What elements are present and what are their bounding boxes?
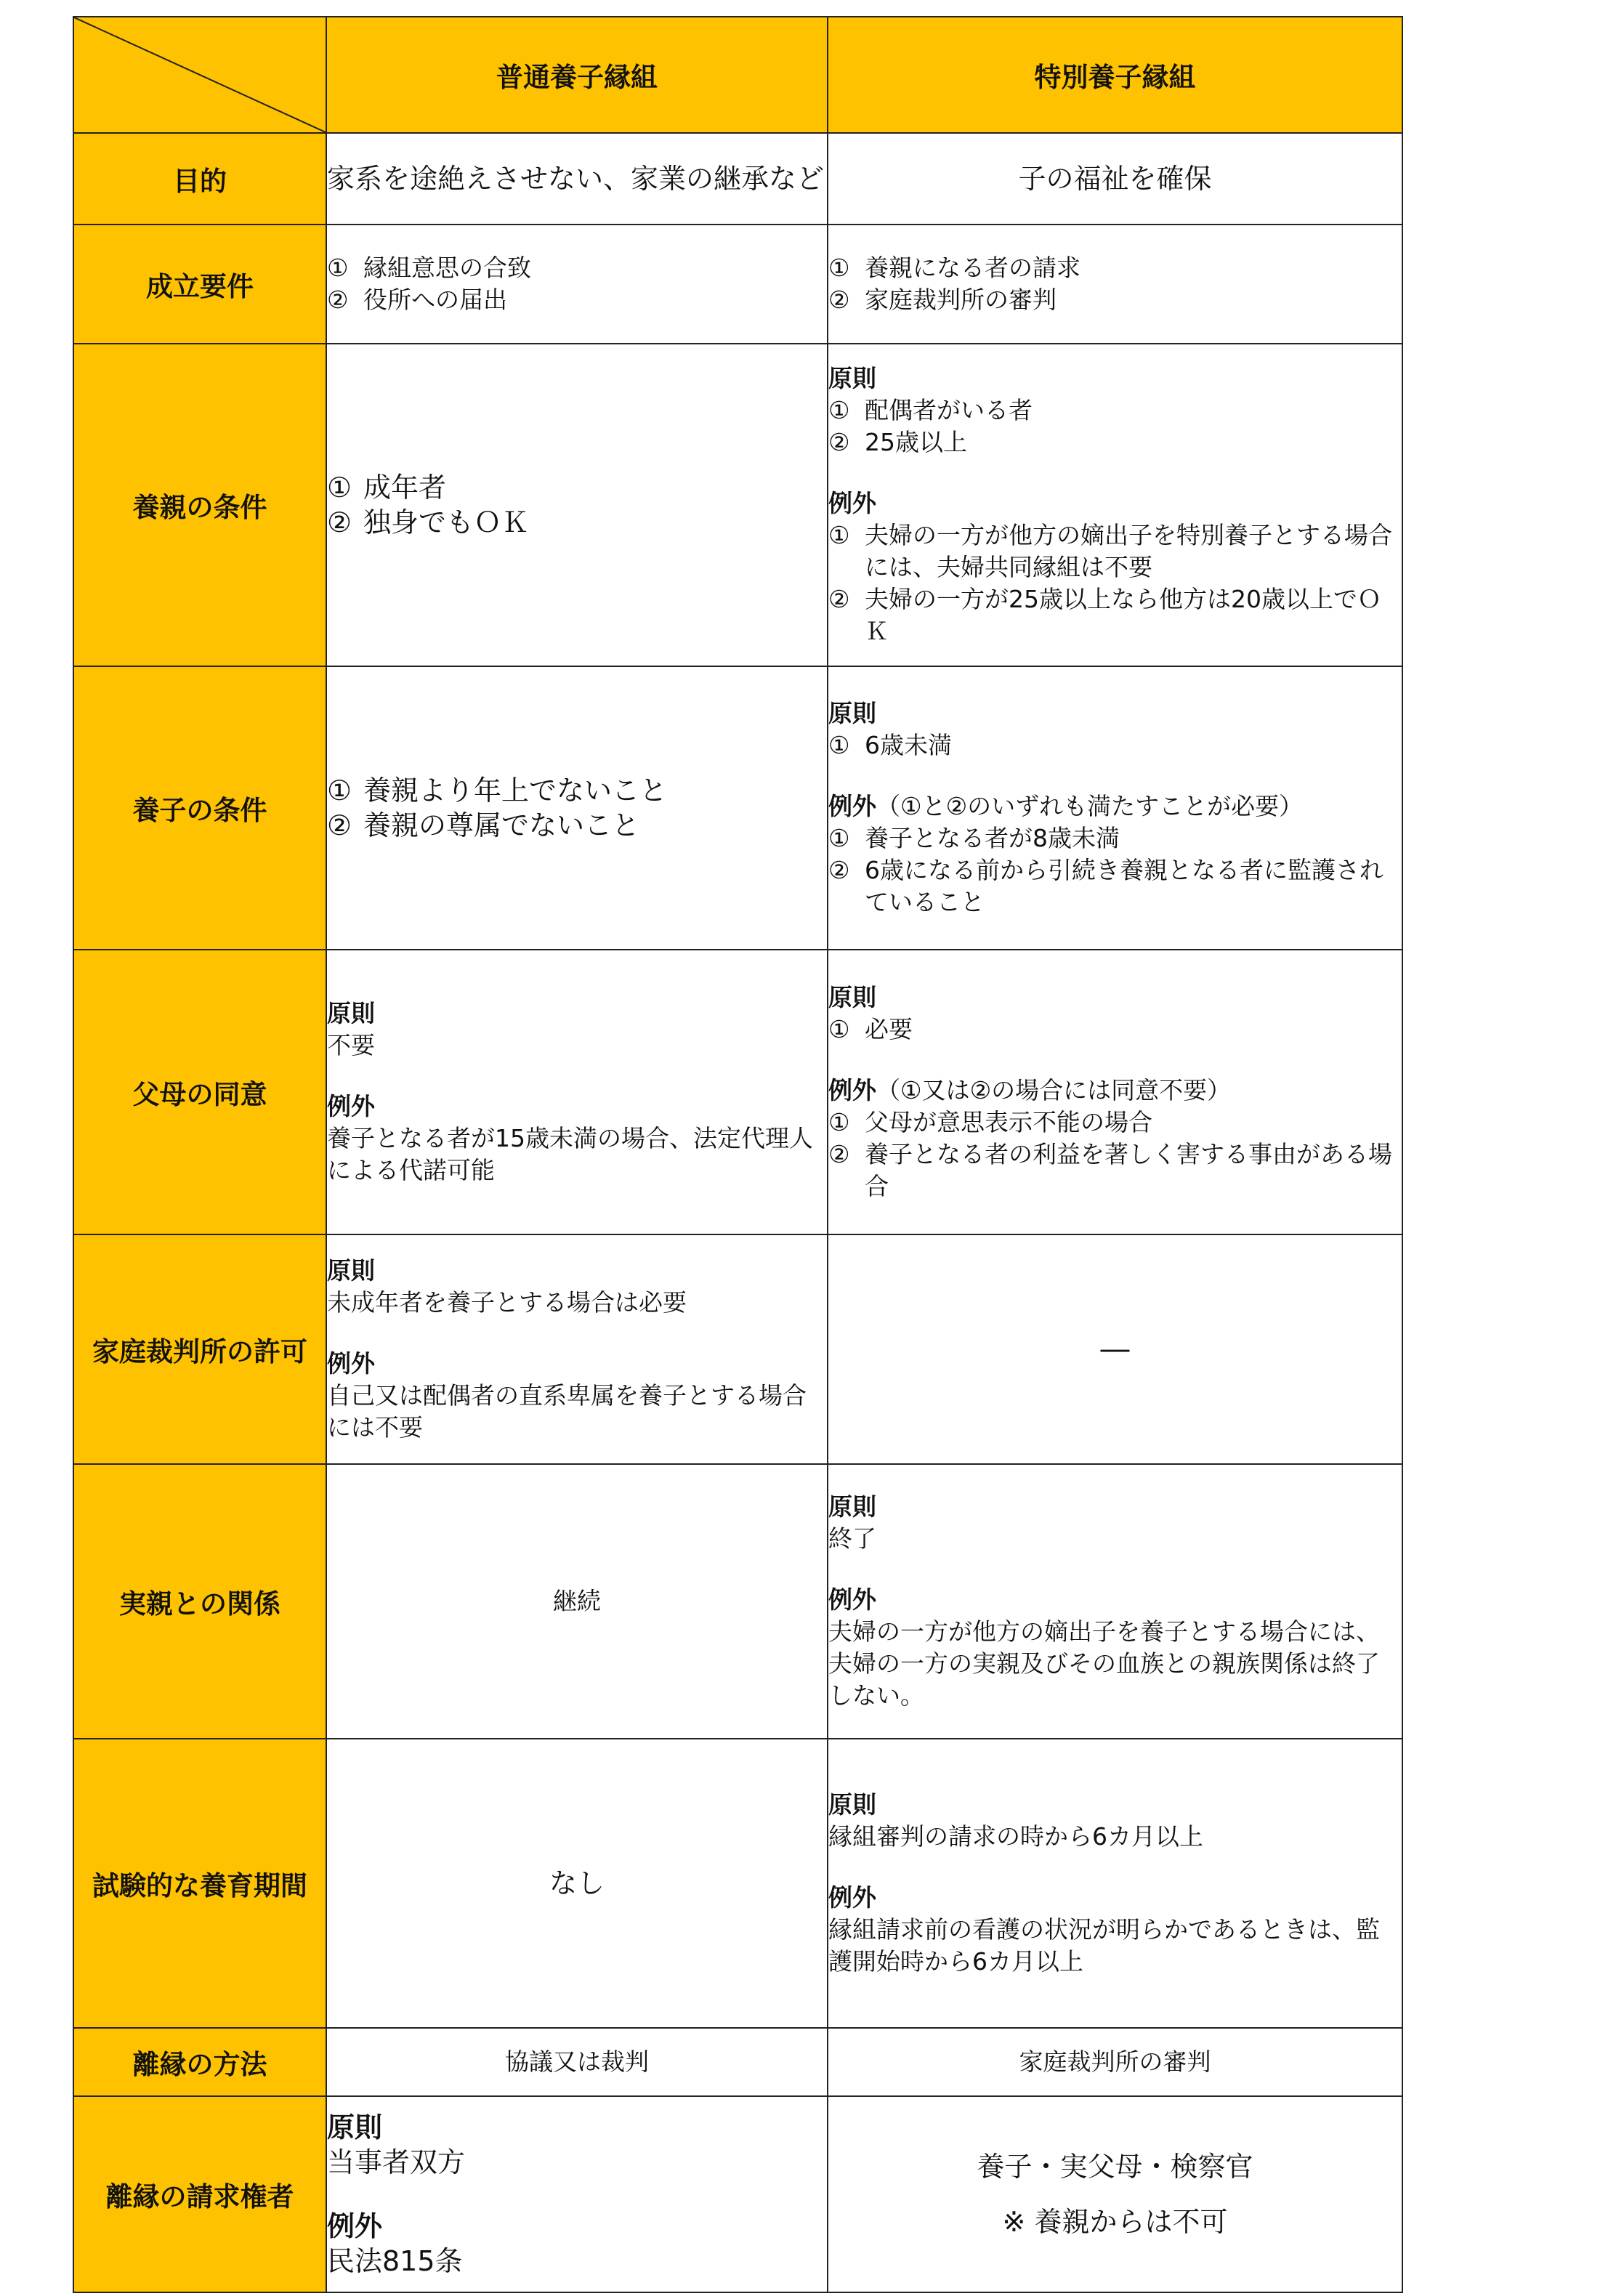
exception-heading: 例外 bbox=[327, 1092, 375, 1120]
list-item: ① 養親になる者の請求 bbox=[828, 254, 1080, 282]
list-item: ① 父母が意思表示不能の場合 bbox=[828, 1108, 1152, 1136]
claimants-note: ※ 養親からは不可 bbox=[1002, 2206, 1228, 2238]
row-label: 養子の条件 bbox=[73, 666, 326, 950]
row-label: 成立要件 bbox=[73, 225, 326, 344]
table-row-dissolution-method bbox=[73, 2028, 1402, 2096]
regular-purpose: 家系を途絶えさせない、家業の継承など bbox=[326, 133, 828, 225]
list-item: ② 25歳以上 bbox=[828, 428, 967, 456]
list-item: ① 縁組意思の合致 bbox=[327, 254, 531, 282]
principle-heading: 原則 bbox=[828, 699, 876, 727]
exception-note: （①と②のいずれも満たすことが必要） bbox=[876, 792, 1304, 820]
regular-parental-consent bbox=[326, 950, 828, 1234]
adoption-comparison-table bbox=[73, 16, 1403, 2293]
list-item: ① 必要 bbox=[828, 1015, 913, 1043]
list-item: ② 役所への届出 bbox=[327, 286, 507, 314]
special-purpose: 子の福祉を確保 bbox=[828, 133, 1402, 225]
principle-text: 未成年者を養子とする場合は必要 bbox=[327, 1288, 687, 1317]
principle-heading: 原則 bbox=[327, 999, 375, 1027]
table-row-trial-period bbox=[73, 1739, 1402, 2028]
regular-requirements bbox=[326, 225, 828, 344]
claimants-text: 養子・実父母・検察官 bbox=[977, 2151, 1253, 2183]
exception-heading: 例外 bbox=[828, 1883, 876, 1912]
header-special-adoption: 特別養子縁組 bbox=[828, 17, 1402, 133]
exception-heading: 例外（①と②のいずれも満たすことが必要） bbox=[828, 792, 1304, 820]
list-item: ① 夫婦の一方が他方の嫡出子を特別養子とする場合には、夫婦共同縁組は不要 bbox=[828, 521, 1392, 581]
table-row-adoptive-parent-conditions bbox=[73, 344, 1402, 666]
row-label: 養親の条件 bbox=[73, 344, 326, 666]
regular-trial-period: なし bbox=[326, 1739, 828, 2028]
list-item: ① 成年者 bbox=[327, 472, 447, 504]
row-label: 試験的な養育期間 bbox=[73, 1739, 326, 2028]
principle-text: 縁組審判の請求の時から6カ月以上 bbox=[828, 1822, 1203, 1851]
special-adoptee-conditions bbox=[828, 666, 1402, 950]
special-trial-period bbox=[828, 1739, 1402, 2028]
regular-adoptee-conditions bbox=[326, 666, 828, 950]
row-label: 実親との関係 bbox=[73, 1464, 326, 1739]
list-item: ② 養親の尊属でないこと bbox=[327, 809, 640, 841]
principle-heading: 原則 bbox=[828, 1492, 876, 1521]
exception-heading: 例外 bbox=[828, 1585, 876, 1614]
table-row-birth-parent-relation bbox=[73, 1464, 1402, 1739]
special-court-permission: ― bbox=[828, 1234, 1402, 1464]
table-row-requirements bbox=[73, 225, 1402, 344]
exception-text: 縁組請求前の看護の状況が明らかであるときは、監護開始時から6カ月以上 bbox=[828, 1915, 1380, 1976]
principle-text: 不要 bbox=[327, 1031, 375, 1059]
regular-dissolution-method: 協議又は裁判 bbox=[326, 2028, 828, 2096]
principle-text: 終了 bbox=[828, 1524, 876, 1553]
table-row-court-permission bbox=[73, 1234, 1402, 1464]
list-item: ① 配偶者がいる者 bbox=[828, 396, 1033, 424]
principle-heading: 原則 bbox=[828, 364, 876, 392]
list-item: ② 6歳になる前から引続き養親となる者に監護されていること bbox=[828, 856, 1383, 916]
list-item: ② 夫婦の一方が25歳以上なら他方は20歳以上でＯＫ bbox=[828, 585, 1381, 645]
exception-heading: 例外 bbox=[327, 2210, 383, 2242]
special-parent-conditions bbox=[828, 344, 1402, 666]
table-row-purpose bbox=[73, 133, 1402, 225]
row-label: 離縁の請求権者 bbox=[73, 2096, 326, 2292]
header-row bbox=[73, 17, 1402, 133]
special-dissolution-method: 家庭裁判所の審判 bbox=[828, 2028, 1402, 2096]
exception-text: 養子となる者が15歳未満の場合、法定代理人による代諾可能 bbox=[327, 1124, 813, 1184]
corner-cell bbox=[73, 17, 326, 133]
principle-heading: 原則 bbox=[828, 983, 876, 1011]
principle-text: 当事者双方 bbox=[327, 2146, 466, 2178]
list-item: ① 養子となる者が8歳未満 bbox=[828, 824, 1120, 852]
exception-heading: 例外 bbox=[828, 489, 876, 517]
row-label: 父母の同意 bbox=[73, 950, 326, 1234]
special-dissolution-claimants bbox=[828, 2096, 1402, 2292]
regular-court-permission bbox=[326, 1234, 828, 1464]
table-row-adoptee-conditions bbox=[73, 666, 1402, 950]
exception-heading: 例外 bbox=[327, 1349, 375, 1378]
regular-parent-conditions bbox=[326, 344, 828, 666]
header-regular-adoption: 普通養子縁組 bbox=[326, 17, 828, 133]
list-item: ② 家庭裁判所の審判 bbox=[828, 286, 1057, 314]
exception-note: （①又は②の場合には同意不要） bbox=[876, 1076, 1232, 1104]
list-item: ① 養親より年上でないこと bbox=[327, 775, 668, 807]
table-row-parental-consent bbox=[73, 950, 1402, 1234]
regular-birth-parent-relation: 継続 bbox=[326, 1464, 828, 1739]
row-label: 目的 bbox=[73, 133, 326, 225]
special-requirements bbox=[828, 225, 1402, 344]
exception-text: 民法815条 bbox=[327, 2245, 463, 2277]
special-birth-parent-relation bbox=[828, 1464, 1402, 1739]
row-label: 離縁の方法 bbox=[73, 2028, 326, 2096]
principle-heading: 原則 bbox=[828, 1790, 876, 1819]
regular-dissolution-claimants bbox=[326, 2096, 828, 2292]
list-item: ② 独身でもＯＫ bbox=[327, 506, 530, 538]
special-parental-consent bbox=[828, 950, 1402, 1234]
principle-heading: 原則 bbox=[327, 2111, 383, 2143]
principle-heading: 原則 bbox=[327, 1256, 375, 1285]
list-item: ② 養子となる者の利益を著しく害する事由がある場合 bbox=[828, 1140, 1392, 1200]
exception-text: 夫婦の一方が他方の嫡出子を養子とする場合には、夫婦の一方の実親及びその血族との親族関係は終了しない。 bbox=[828, 1617, 1380, 1710]
diagonal-line bbox=[74, 17, 326, 132]
list-item: ① 6歳未満 bbox=[828, 731, 952, 759]
row-label: 家庭裁判所の許可 bbox=[73, 1234, 326, 1464]
exception-text: 自己又は配偶者の直系卑属を養子とする場合には不要 bbox=[327, 1381, 807, 1442]
table-row-dissolution-claimants bbox=[73, 2096, 1402, 2292]
exception-heading: 例外（①又は②の場合には同意不要） bbox=[828, 1076, 1232, 1104]
